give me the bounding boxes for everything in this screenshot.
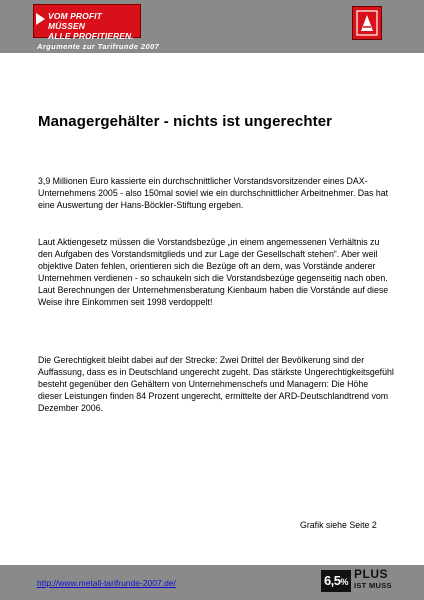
header-bar [0, 0, 424, 53]
paragraph-1: 3,9 Millionen Euro kassierte ein durchschnittlicher Vorstandsvorsitzender eines DAX-Unternehmens 2005 - also 150mal soviel wie ein durchschnittlicher Arbeitnehmer. Das hat eine Auswertung der Hans-Böckler-Stiftung ergeben. [38, 176, 389, 210]
website-link[interactable]: http://www.metall-tarifrunde-2007.de/ [37, 578, 176, 588]
arrow-icon [36, 13, 45, 25]
badge-line-2: IST MUSS [354, 581, 392, 590]
badge-number [321, 570, 351, 592]
logo-line-1: VOM PROFIT MÜSSEN [48, 11, 102, 31]
tagline: Argumente zur Tarifrunde 2007 [37, 42, 160, 51]
logo-line-2: ALLE PROFITIEREN. [48, 31, 134, 41]
badge-line-1: PLUS [354, 567, 389, 581]
ig-metall-logo-icon [352, 6, 382, 40]
page-title: Managergehälter - nichts ist ungerechter [38, 113, 333, 130]
badge-percent: % [340, 577, 349, 587]
paragraph-3: Die Gerechtigkeit bleibt dabei auf der Strecke: Zwei Drittel der Bevölkerung sind der Auffassung, dass es in Deutschland ungerecht zugeht. Das stärkste Ungerechtigkeitsgefühl besteht gegenüber den Gehältern von Unternehmenschefs und Managern: Die Höhe dieser Leistungen finden 84 Prozent ungerecht, ermittelte der ARD-Deutschlandtrend vom Dezember 2006. [38, 355, 394, 413]
footer-bar [0, 565, 424, 600]
badge-slogan [354, 569, 392, 591]
page-reference: Grafik siehe Seite 2 [300, 520, 377, 530]
paragraph-2: Laut Aktiengesetz müssen die Vorstandsbezüge „in einem angemessenen Verhältnis zu den Aufgaben des Vorstandsmitglieds und zur Lage der Gesellschaft stehen“. Aber weil objektive Daten fehlen, orientieren sich die Bezüge oft an dem, was Vorstände anderer Unternehmen verdienen - so schaukeln sich die Vorstandsbezüge gegenseitig nach oben. Laut Berechnungen der Unternehmensberatung Kienbaum haben die Vorstände auf diese Weise ihre Einkommen seit 1998 verdoppelt! [38, 237, 389, 307]
campaign-logo [33, 4, 141, 41]
badge-value: 6,5 [323, 573, 341, 588]
